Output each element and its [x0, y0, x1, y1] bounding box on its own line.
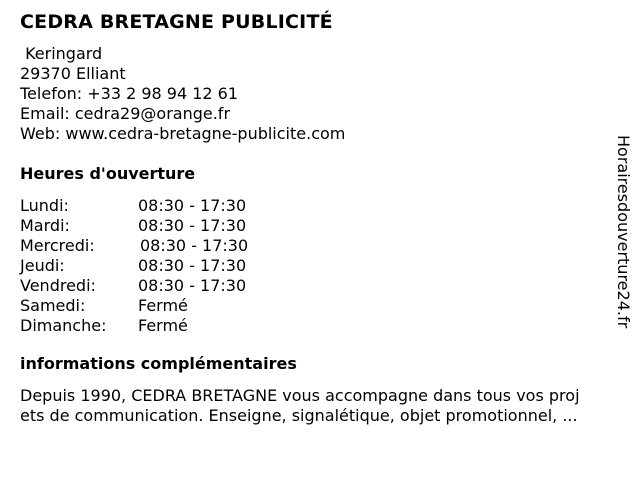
time-value: 08:30 - 17:30: [140, 236, 249, 255]
hours-row-thursday: [20, 256, 320, 276]
time-value: 08:30 - 17:30: [138, 216, 247, 235]
day-label: Lundi:: [20, 196, 69, 215]
day-label: Mercredi:: [20, 236, 95, 255]
info-title: informations complémentaires: [20, 354, 297, 373]
time-value: 08:30 - 17:30: [138, 256, 247, 275]
hours-row-friday: [20, 276, 320, 296]
day-label: Mardi:: [20, 216, 70, 235]
email-line: Email: cedra29@orange.fr: [20, 104, 231, 123]
day-label: Samedi:: [20, 296, 86, 315]
info-description: [20, 386, 620, 426]
hours-row-monday: [20, 196, 320, 216]
time-value: Fermé: [138, 296, 188, 315]
postal-city: 29370 Elliant: [20, 64, 126, 83]
site-watermark: Horairesdouverture24.fr: [614, 135, 633, 329]
hours-row-sunday: [20, 316, 320, 336]
hours-title: Heures d'ouverture: [20, 164, 196, 183]
time-value: 08:30 - 17:30: [138, 276, 247, 295]
hours-row-wednesday: [20, 236, 320, 256]
address-line: Keringard: [20, 44, 103, 63]
phone-line: Telefon: +33 2 98 94 12 61: [20, 84, 239, 103]
hours-table: [20, 196, 320, 336]
web-line: Web: www.cedra-bretagne-publicite.com: [20, 124, 346, 143]
hours-row-saturday: [20, 296, 320, 316]
business-name: CEDRA BRETAGNE PUBLICITÉ: [20, 11, 333, 33]
info-line-2: ets de communication. Enseigne, signalétique, objet promotionnel, ...: [20, 406, 578, 425]
day-label: Vendredi:: [20, 276, 96, 295]
hours-row-tuesday: [20, 216, 320, 236]
day-label: Jeudi:: [20, 256, 65, 275]
day-label: Dimanche:: [20, 316, 107, 335]
time-value: 08:30 - 17:30: [138, 196, 247, 215]
info-line-1: Depuis 1990, CEDRA BRETAGNE vous accompagne dans tous vos proj: [20, 386, 580, 405]
contact-block: [20, 44, 345, 144]
time-value: Fermé: [138, 316, 188, 335]
